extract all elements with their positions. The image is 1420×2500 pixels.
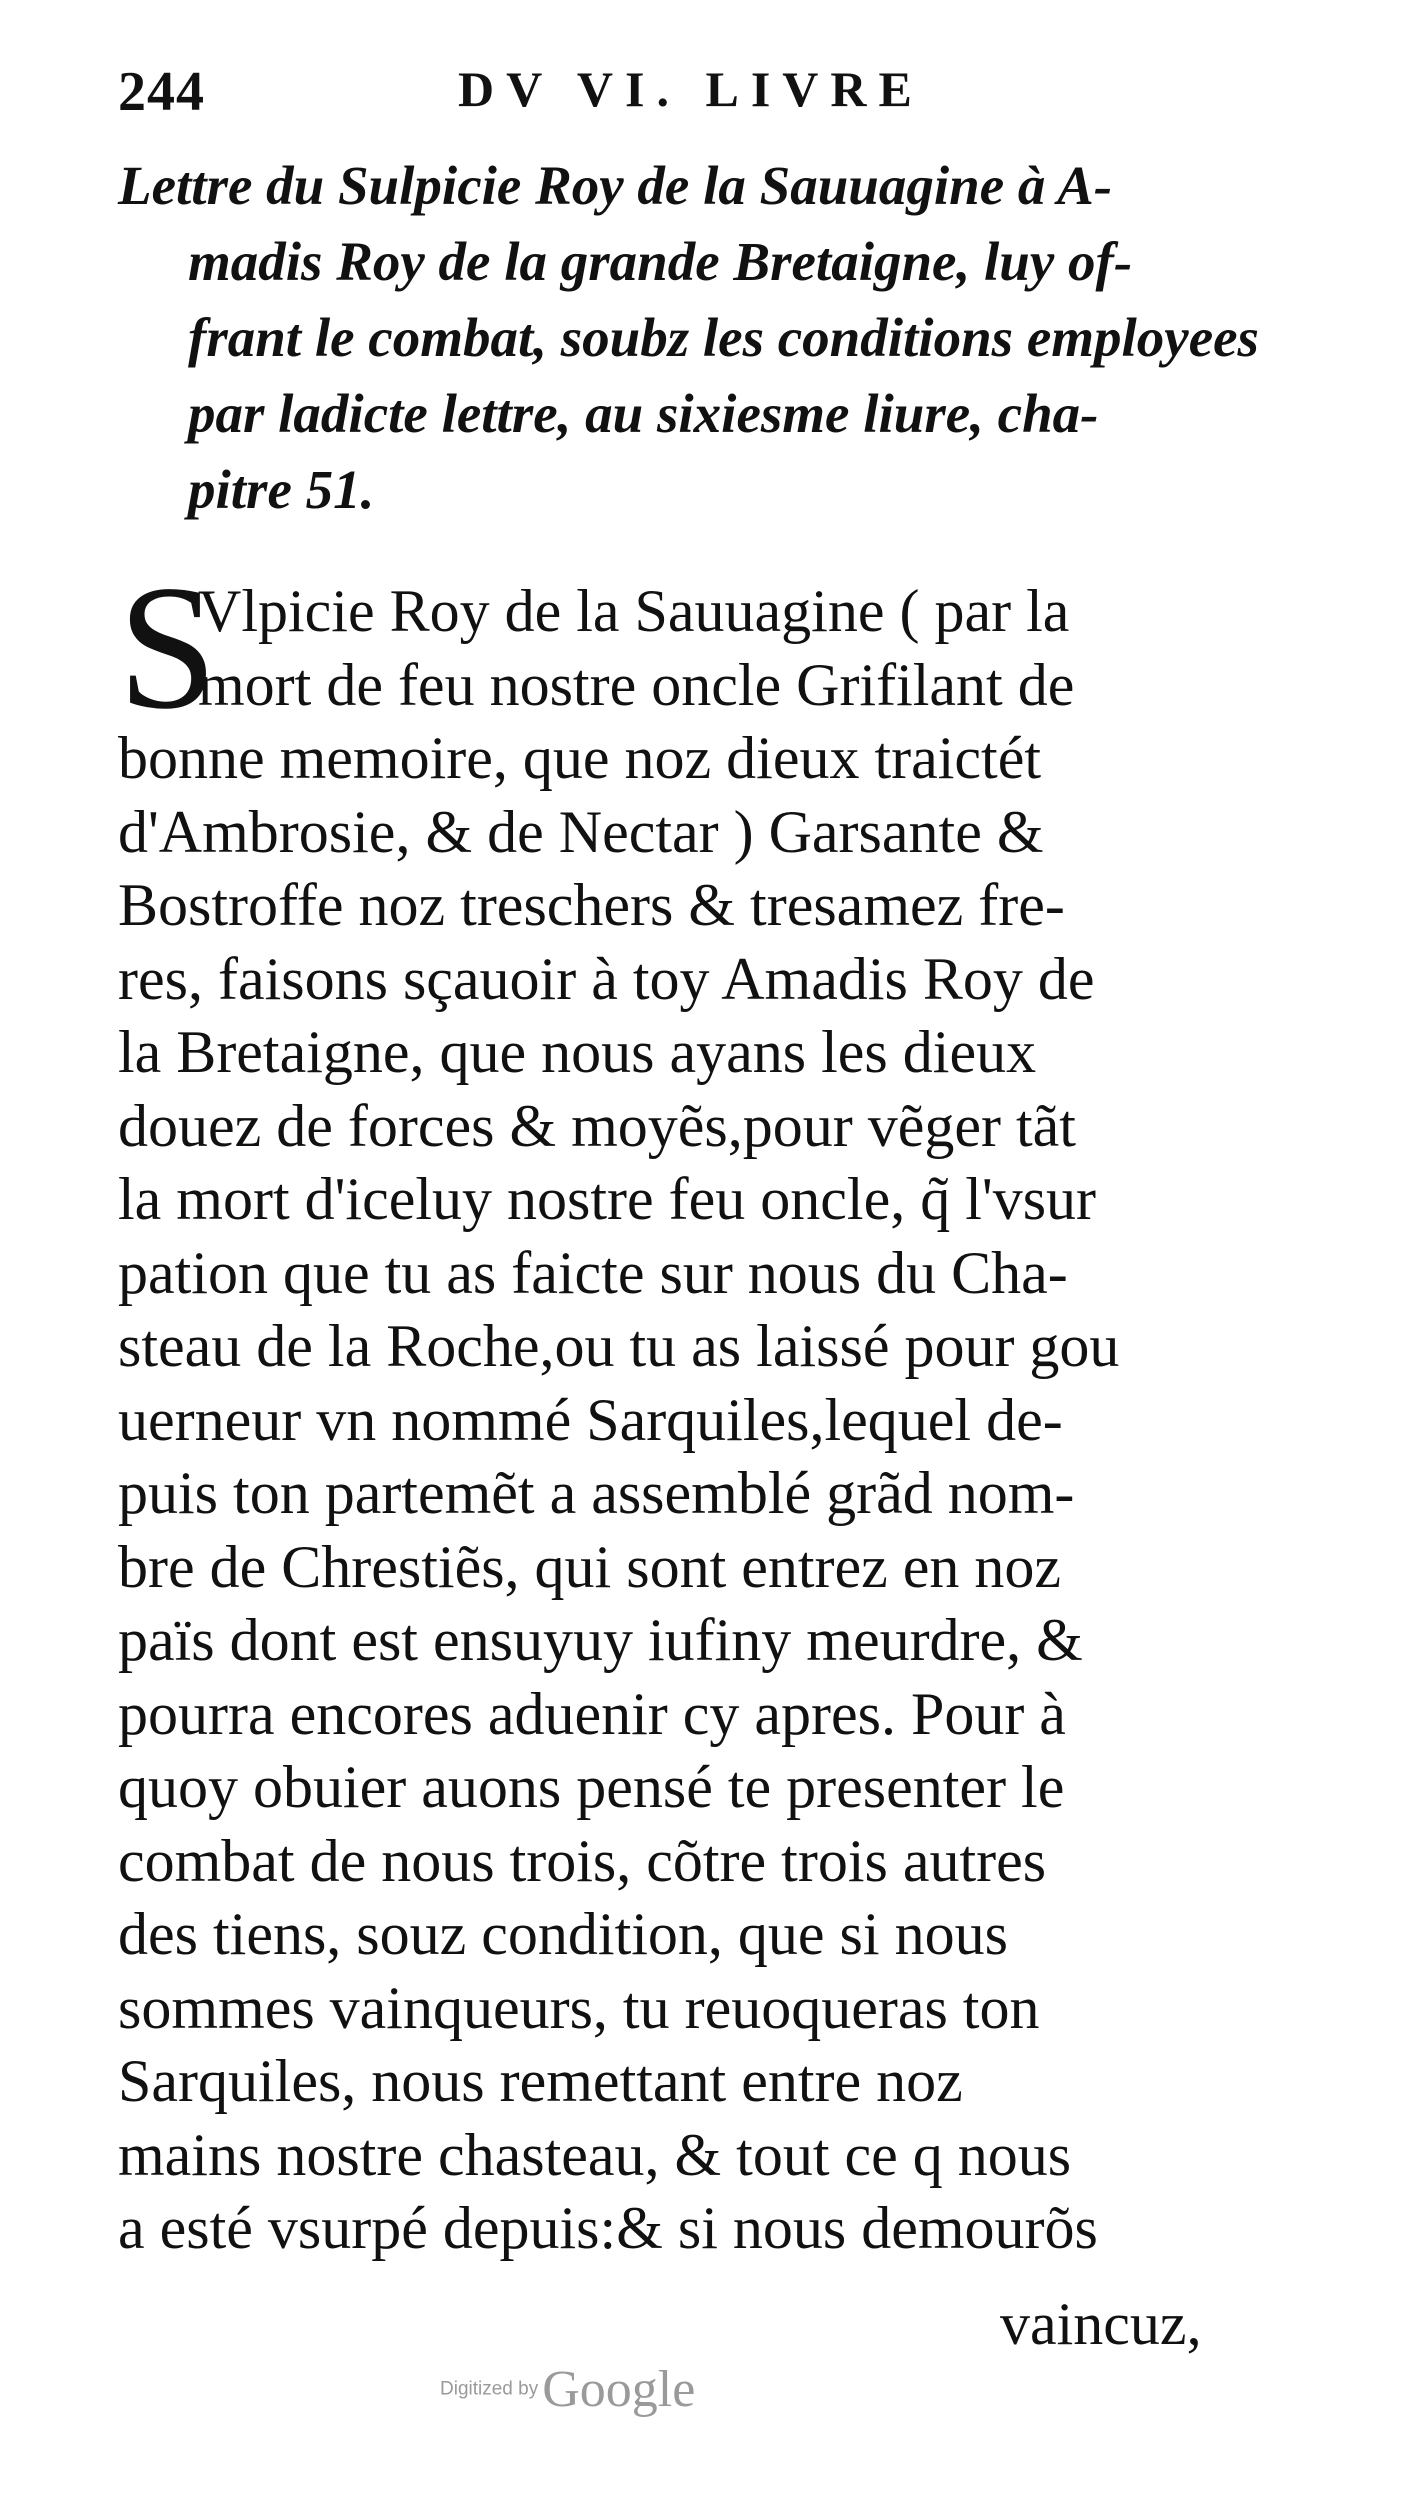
- book-section-title: DV VI. LIVRE: [458, 61, 924, 117]
- running-head: [118, 60, 1248, 140]
- body-line: Vlpicie Roy de la Sauuagine ( par la: [198, 578, 1070, 644]
- heading-line: Lettre du Sulpicie Roy de la Sauuagine à A-: [118, 155, 1113, 216]
- body-line: Sarquiles, nous remettant entre noz: [118, 2048, 963, 2114]
- body-line: la mort d'iceluy nostre feu oncle, q̃ l'vsur: [118, 1166, 1097, 1232]
- body-line: des tiens, souz condition, que si nous: [118, 1901, 1008, 1967]
- digitized-by-label: Digitized by: [440, 2378, 539, 2400]
- body-line: a esté vsurpé depuis:& si nous demourõs: [118, 2195, 1098, 2261]
- body-line: steau de la Roche,ou tu as laissé pour gou: [118, 1313, 1120, 1379]
- body-line: bre de Chrestiẽs, qui sont entrez en noz: [118, 1533, 1062, 1600]
- body-line: Bostroffe noz treschers & tresamez fre-: [118, 872, 1065, 938]
- body-line: res, faisons sçauoir à toy Amadis Roy de: [118, 945, 1095, 1012]
- heading-line: madis Roy de la grande Bretaigne, luy of-: [188, 231, 1133, 292]
- body-line: combat de nous trois, cõtre trois autres: [118, 1827, 1047, 1894]
- heading-line: pitre 51.: [188, 459, 375, 520]
- body-line: la Bretaigne, que nous ayans les dieux: [118, 1019, 1037, 1085]
- heading-line: par ladicte lettre, au sixiesme liure, cha-: [188, 383, 1099, 444]
- body-line: mort de feu nostre oncle Grifilant de: [198, 651, 1075, 718]
- body-line: quoy obuier auons pensé te presenter le: [118, 1754, 1065, 1820]
- body-line: d'Ambrosie, & de Nectar ) Garsante &: [118, 798, 1044, 865]
- body-line: pation que tu as faicte sur nous du Cha-: [118, 1239, 1068, 1306]
- body-line: puis ton partemẽt a assemblé grãd nom-: [118, 1460, 1075, 1526]
- body-line: bonne memoire, que noz dieux traictét: [118, 725, 1041, 791]
- body-line: païs dont est ensuyuy iufiny meurdre, &: [118, 1607, 1083, 1673]
- digitization-watermark: [440, 2360, 695, 2419]
- drop-cap: S: [118, 548, 217, 746]
- body-line: douez de forces & moyẽs,pour vẽger tãt: [118, 1092, 1076, 1159]
- google-logo: Google: [542, 2361, 696, 2418]
- letter-body: [118, 575, 1298, 2266]
- catchword: vaincuz,: [1000, 2291, 1202, 2357]
- letter-heading: [118, 148, 1318, 528]
- body-line: pourra encores aduenir cy apres. Pour à: [118, 1680, 1066, 1747]
- body-line: mains nostre chasteau, & tout ce q nous: [118, 2121, 1072, 2188]
- body-line: uerneur vn nommé Sarquiles,lequel de-: [118, 1386, 1063, 1453]
- heading-line: frant le combat, soubz les conditions employees: [188, 307, 1259, 368]
- body-line: sommes vainqueurs, tu reuoqueras ton: [118, 1974, 1040, 2041]
- page-number: 244: [118, 61, 205, 123]
